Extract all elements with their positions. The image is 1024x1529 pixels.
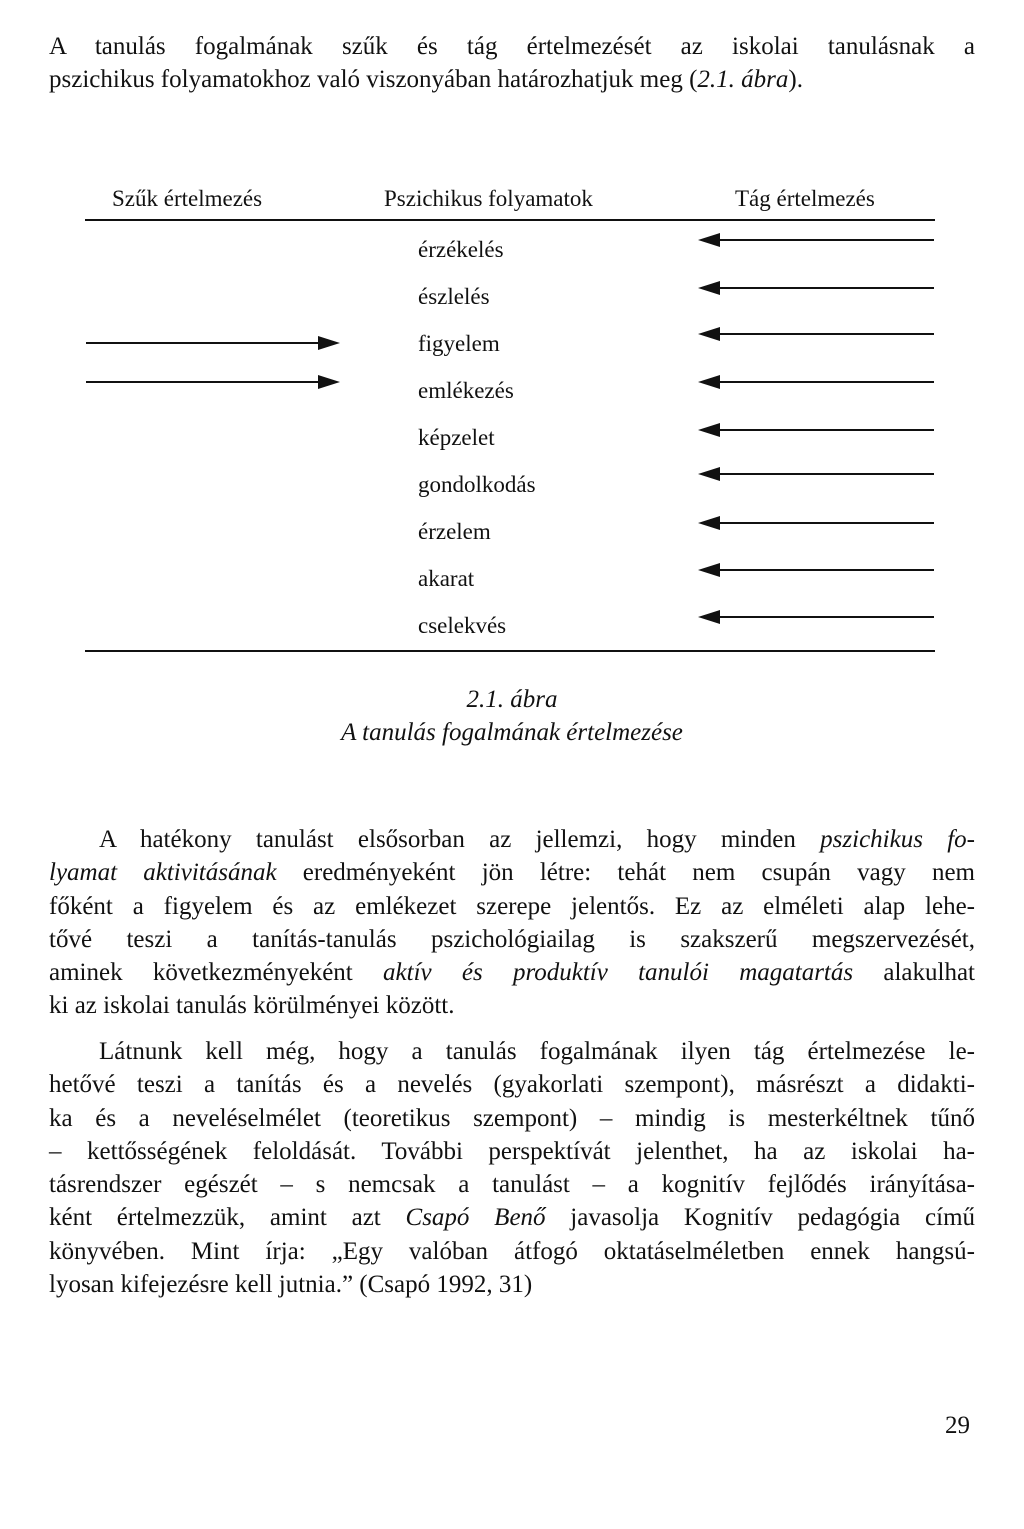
figure-arrows [0,0,1024,700]
process-item: akarat [418,566,475,591]
page-number: 29 [945,1412,970,1439]
left-arrow [698,467,934,481]
para-line: Látnunk kell még, hogy a tanulás fogalmának ilyen tág értelmezése le- [99,1038,975,1065]
left-arrow [698,375,934,389]
para-line: A hatékony tanulást elsősorban az jellemzi, hogy minden pszichikus fo- [99,826,975,853]
body-paragraph-1 [49,823,975,1023]
para-line: tásrendszer egészét – s nemcsak a tanulást – a kognitív fejlődés irányítása- [49,1171,975,1199]
process-item: cselekvés [418,613,507,638]
header-narrow: Szűk értelmezés [112,186,263,211]
para-line: főként a figyelem és az emlékezet szerepe jelentős. Ez az elméleti alap lehe- [49,892,975,920]
figure-number: 2.1. ábra [466,686,558,713]
left-arrow [698,281,934,295]
process-item: érzelem [418,519,491,544]
intro-line: A tanulás fogalmának szűk és tág értelmezését az iskolai tanulásnak a [49,33,975,60]
process-item: észlelés [418,284,490,309]
para-line: ka és a neveléselmélet (teoretikus szempont) – mindig is mesterkéltnek tűnő [49,1104,975,1132]
process-item: gondolkodás [418,472,536,497]
left-arrow [698,327,934,341]
figure-reference: 2.1. ábra [697,66,789,94]
para-line: hetővé teszi a tanítás és a nevelés (gyakorlati szempont), másrészt a didakti- [49,1071,975,1099]
header-processes: Pszichikus folyamatok [384,186,593,211]
figure-title: A tanulás fogalmának értelmezése [341,719,683,746]
left-arrow [698,516,934,530]
header-broad: Tág értelmezés [735,186,875,211]
left-arrow [698,423,934,437]
process-item: figyelem [418,331,500,356]
para-line: lyamat aktivitásának eredményeként jön létre: tehát nem csupán vagy nem [49,859,975,887]
process-item: érzékelés [418,237,504,262]
para-line: ki az iskolai tanulás körülményei között. [49,992,455,1020]
para-line: ként értelmezzük, amint azt Csapó Benő javasolja Kognitív pedagógia című [49,1204,976,1232]
left-arrow [698,233,934,247]
intro-line: pszichikus folyamatokhoz való viszonyában határozhatjuk meg (2.1. ábra). [49,66,803,94]
right-arrow [86,375,340,389]
process-item: emlékezés [418,378,514,403]
para-line: aminek következményeként aktív és produktív tanulói magatartás alakulhat [49,959,975,987]
para-line: tővé teszi a tanítás-tanulás pszichológiailag is szakszerű megszervezését, [49,925,975,953]
left-arrow [698,563,934,577]
body-paragraph-2 [49,1035,975,1301]
left-arrow [698,610,934,624]
para-line: – kettősségének feloldását. További perspektívát jelenthet, ha az iskolai ha- [49,1137,975,1165]
para-line: lyosan kifejezésre kell jutnia.” (Csapó 1992, 31) [49,1271,533,1299]
para-line: könyvében. Mint írja: „Egy valóban átfogó oktatáselméletben ennek hangsú- [49,1237,975,1265]
process-item: képzelet [418,425,495,450]
right-arrow [86,336,340,350]
